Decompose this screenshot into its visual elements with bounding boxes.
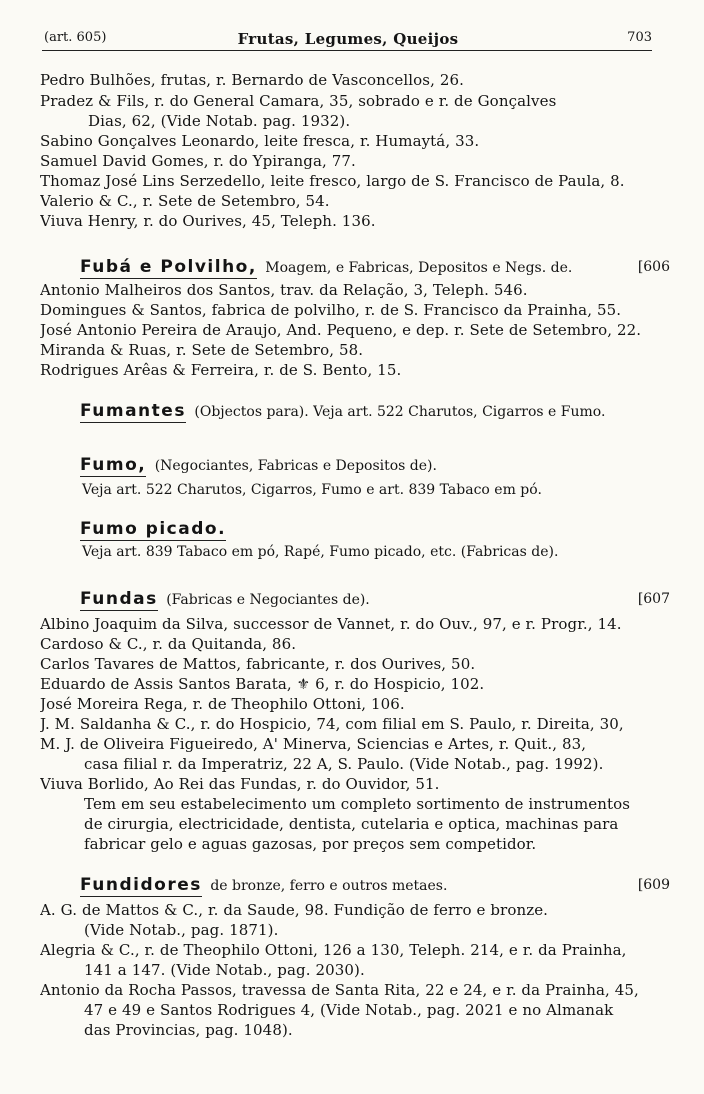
entry-line: Thomaz José Lins Serzedello, leite fresco, largo de S. Francisco de Paula, 8. bbox=[40, 172, 625, 190]
entry-line: Viuva Borlido, Ao Rei das Fundas, r. do Ouvidor, 51. bbox=[40, 775, 440, 793]
entry-line: Antonio da Rocha Passos, travessa de Santa Rita, 22 e 24, e r. da Prainha, 45, bbox=[40, 981, 639, 999]
entry-line: Alegria & C., r. de Theophilo Ottoni, 126 a 130, Teleph. 214, e r. da Prainha, bbox=[40, 941, 627, 959]
entry-line: Carlos Tavares de Mattos, fabricante, r. dos Ourives, 50. bbox=[40, 655, 476, 673]
page-title: Frutas, Legumes, Queijos bbox=[237, 30, 459, 48]
entry-line: Miranda & Ruas, r. Sete de Setembro, 58. bbox=[40, 341, 364, 359]
entry-line: casa filial r. da Imperatriz, 22 A, S. Paulo. (Vide Notab., pag. 1992). bbox=[84, 755, 604, 773]
entry-line: Valerio & C., r. Sete de Setembro, 54. bbox=[40, 192, 330, 210]
section-desc: de bronze, ferro e outros metaes. bbox=[210, 878, 448, 894]
page-header bbox=[44, 30, 652, 50]
entry-line: M. J. de Oliveira Figueiredo, A' Minerva, Sciencias e Artes, r. Quit., 83, bbox=[40, 735, 587, 753]
entry-line: Sabino Gonçalves Leonardo, leite fresca, r. Humaytá, 33. bbox=[40, 132, 480, 150]
entry-line: Albino Joaquim da Silva, successor de Vannet, r. do Ouv., 97, e r. Progr., 14. bbox=[40, 615, 622, 633]
section-fumo-picado bbox=[80, 518, 670, 541]
entry-line: J. M. Saldanha & C., r. do Hospicio, 74, com filial em S. Paulo, r. Direita, 30, bbox=[40, 715, 624, 733]
section-fundidores bbox=[80, 874, 670, 897]
section-number: [609 bbox=[637, 877, 670, 893]
entry-line: Viuva Henry, r. do Ourives, 45, Teleph. 136. bbox=[40, 212, 376, 230]
entry-line: Samuel David Gomes, r. do Ypiranga, 77. bbox=[40, 152, 356, 170]
section-fundas bbox=[80, 588, 670, 611]
entry-line: Pedro Bulhões, frutas, r. Bernardo de Vasconcellos, 26. bbox=[40, 71, 464, 89]
entry-line: Tem em seu estabelecimento um completo sortimento de instrumentos bbox=[84, 795, 631, 813]
section-heading: Fumo, bbox=[80, 455, 146, 477]
section-desc: Moagem, e Fabricas, Depositos e Negs. de. bbox=[265, 260, 573, 276]
section-desc: (Negociantes, Fabricas e Depositos de). bbox=[154, 458, 437, 474]
section-number: [606 bbox=[637, 259, 670, 275]
entry-line: José Moreira Rega, r. de Theophilo Ottoni, 106. bbox=[40, 695, 405, 713]
section-fumo bbox=[80, 454, 670, 477]
entry-line: 141 a 147. (Vide Notab., pag. 2030). bbox=[84, 961, 365, 979]
page-number: 703 bbox=[627, 30, 652, 45]
section-heading: Fundas bbox=[80, 589, 158, 611]
entry-line: José Antonio Pereira de Araujo, And. Pequeno, e dep. r. Sete de Setembro, 22. bbox=[40, 321, 642, 339]
entry-line: Cardoso & C., r. da Quitanda, 86. bbox=[40, 635, 297, 653]
entry-line: de cirurgia, electricidade, dentista, cutelaria e optica, machinas para bbox=[84, 815, 619, 833]
entry-line: Antonio Malheiros dos Santos, trav. da Relação, 3, Teleph. 546. bbox=[40, 281, 528, 299]
section-number: [607 bbox=[637, 591, 670, 607]
entry-line: Pradez & Fils, r. do General Camara, 35, sobrado e r. de Gonçalves bbox=[40, 92, 557, 110]
cross-reference: Veja art. 522 Charutos, Cigarros, Fumo e art. 839 Tabaco em pó. bbox=[82, 482, 542, 498]
section-fumantes bbox=[80, 400, 670, 423]
entry-line: fabricar gelo e aguas gazosas, por preços sem competidor. bbox=[84, 835, 537, 853]
section-heading: Fubá e Polvilho, bbox=[80, 257, 257, 279]
entry-line: Domingues & Santos, fabrica de polvilho, r. de S. Francisco da Prainha, 55. bbox=[40, 301, 622, 319]
section-heading: Fumo picado. bbox=[80, 519, 226, 541]
section-heading: Fundidores bbox=[80, 875, 202, 897]
entry-line: das Provincias, pag. 1048). bbox=[84, 1021, 293, 1039]
section-heading: Fumantes bbox=[80, 401, 186, 423]
entry-line: Dias, 62, (Vide Notab. pag. 1932). bbox=[88, 112, 351, 130]
header-rule bbox=[42, 50, 652, 51]
entry-line: (Vide Notab., pag. 1871). bbox=[84, 921, 279, 939]
section-desc: (Fabricas e Negociantes de). bbox=[166, 592, 370, 608]
article-ref: (art. 605) bbox=[44, 30, 107, 45]
entry-line: A. G. de Mattos & C., r. da Saude, 98. Fundição de ferro e bronze. bbox=[40, 901, 549, 919]
section-desc: (Objectos para). Veja art. 522 Charutos, Cigarros e Fumo. bbox=[194, 404, 606, 420]
entry-line: Eduardo de Assis Santos Barata, ⚜ 6, r. do Hospicio, 102. bbox=[40, 675, 485, 693]
entry-line: 47 e 49 e Santos Rodrigues 4, (Vide Notab., pag. 2021 e no Almanak bbox=[84, 1001, 614, 1019]
entry-line: Rodrigues Arêas & Ferreira, r. de S. Bento, 15. bbox=[40, 361, 402, 379]
cross-reference: Veja art. 839 Tabaco em pó, Rapé, Fumo picado, etc. (Fabricas de). bbox=[82, 544, 559, 560]
section-fuba bbox=[80, 256, 670, 279]
